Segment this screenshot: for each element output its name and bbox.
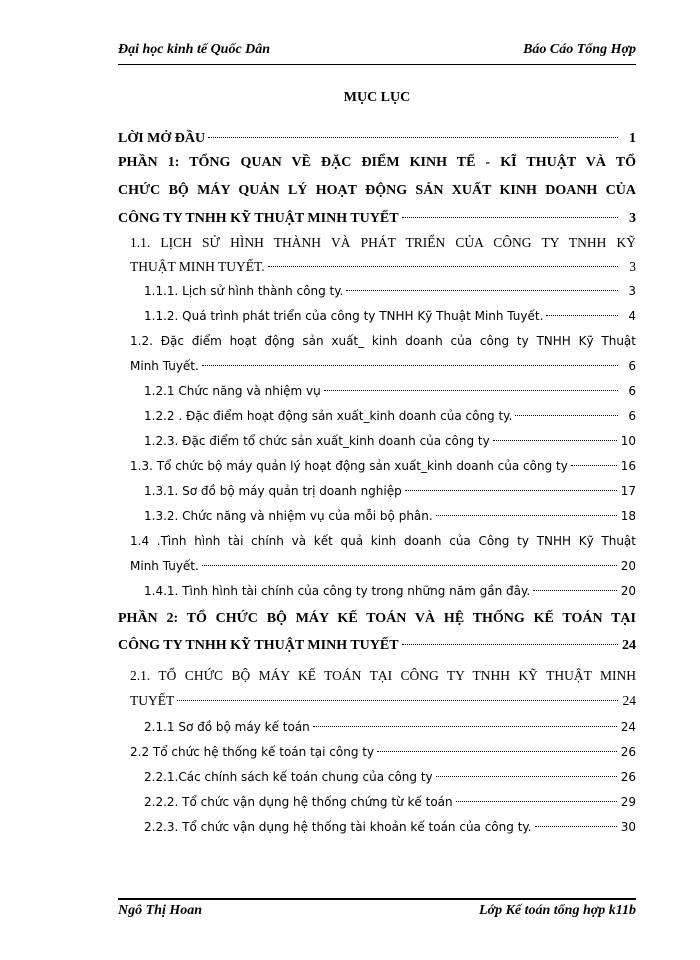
footer-class: Lớp Kế toán tổng hợp k11b bbox=[479, 903, 636, 918]
toc-entry-1-3-1[interactable] bbox=[144, 479, 636, 503]
toc-page-number: 3 bbox=[628, 284, 636, 298]
toc-leader bbox=[208, 137, 618, 138]
toc-entry-1-1-1[interactable] bbox=[144, 279, 636, 303]
toc-entry-text: 1.1.2. Quá trình phát triển của công ty TNHH Kỹ Thuật Minh Tuyết. bbox=[144, 309, 544, 323]
toc-leader bbox=[436, 515, 617, 516]
toc-entry-text: 1.1.1. Lịch sử hình thành công ty. bbox=[144, 284, 344, 298]
toc-entry-phan-1-line1[interactable]: PHẦN 1: TỔNG QUAN VỀ ĐẶC ĐIỂM KINH TẾ - KĨ THUẬT VÀ TỔ bbox=[118, 155, 636, 170]
footer-author: Ngô Thị Hoan bbox=[118, 903, 203, 918]
toc-leader bbox=[456, 801, 617, 802]
toc-leader bbox=[493, 440, 617, 441]
toc-entry-2-2[interactable] bbox=[130, 740, 636, 764]
toc-entry-phan-1-line2[interactable]: CHỨC BỘ MÁY QUẢN LÝ HOẠT ĐỘNG SẢN XUẤT KINH DOANH CỦA bbox=[118, 183, 636, 198]
toc-page-number: 17 bbox=[620, 484, 636, 498]
toc-page-number: 24 bbox=[622, 638, 636, 653]
toc-page-number: 20 bbox=[620, 584, 636, 598]
toc-entry-text: 1.2.1 Chức năng và nhiệm vụ bbox=[144, 384, 321, 398]
toc-page-number: 26 bbox=[620, 770, 636, 784]
toc-entry-text: 2.2 Tổ chức hệ thống kế toán tại công ty bbox=[130, 745, 375, 759]
toc-entry-phan-2-line1[interactable]: PHẦN 2: TỔ CHỨC BỘ MÁY KẾ TOÁN VÀ HỆ THỐNG KẾ TOÁN TẠI bbox=[118, 611, 636, 626]
toc-entry-2-1-1[interactable] bbox=[144, 715, 636, 739]
toc-page-number: 1 bbox=[629, 131, 636, 146]
toc-entry-1-2-2[interactable] bbox=[144, 404, 636, 428]
toc-entry-text: THUẬT MINH TUYẾT. bbox=[130, 259, 265, 274]
toc-entry-2-1-line2[interactable] bbox=[130, 689, 636, 713]
toc-entry-text: 2.1.1 Sơ đồ bộ máy kế toán bbox=[144, 720, 310, 734]
toc-page-number: 30 bbox=[620, 820, 636, 834]
header-report-title: Báo Cáo Tổng Hợp bbox=[523, 42, 636, 57]
toc-entry-1-3-2[interactable] bbox=[144, 504, 636, 528]
toc-leader bbox=[313, 726, 617, 727]
toc-leader bbox=[436, 776, 617, 777]
toc-entry-loi-mo-dau[interactable] bbox=[118, 127, 636, 151]
toc-entry-text: 1.4.1. Tình hình tài chính của công ty trong những năm gần đây. bbox=[144, 584, 531, 598]
toc-leader bbox=[377, 751, 617, 752]
toc-leader bbox=[535, 826, 617, 827]
toc-entry-2-1-line1[interactable]: 2.1. TỔ CHỨC BỘ MÁY KẾ TOÁN TẠI CÔNG TY TNHH KỸ THUẬT MINH bbox=[130, 668, 636, 683]
toc-entry-text: 2.2.2. Tổ chức vận dụng hệ thống chứng từ kế toán bbox=[144, 795, 453, 809]
toc-entry-phan-1-line3[interactable] bbox=[118, 207, 636, 231]
header-divider bbox=[118, 64, 636, 65]
toc-leader bbox=[515, 415, 618, 416]
toc-page-number: 3 bbox=[629, 211, 636, 226]
toc-entry-text: 1.3.2. Chức năng và nhiệm vụ của mỗi bộ phân. bbox=[144, 509, 433, 523]
toc-page-number: 16 bbox=[620, 459, 636, 473]
toc-entry-text: LỜI MỞ ĐẦU bbox=[118, 131, 206, 146]
toc-page-number: 20 bbox=[620, 559, 636, 573]
toc-page-number: 6 bbox=[628, 359, 636, 373]
toc-entry-1-2-1[interactable] bbox=[144, 379, 636, 403]
toc-page-number: 26 bbox=[620, 745, 636, 759]
toc-entry-2-2-3[interactable] bbox=[144, 815, 636, 839]
toc-leader bbox=[268, 266, 618, 267]
toc-entry-1-2-3[interactable] bbox=[144, 429, 636, 453]
toc-entry-1-2-line2[interactable] bbox=[130, 354, 636, 378]
footer-divider bbox=[118, 898, 636, 900]
toc-leader bbox=[346, 290, 618, 291]
toc-entry-2-2-2[interactable] bbox=[144, 790, 636, 814]
toc-leader bbox=[571, 465, 617, 466]
toc-entry-1-3[interactable] bbox=[130, 454, 636, 478]
toc-entry-phan-2-line2[interactable] bbox=[118, 634, 636, 658]
toc-entry-text: Minh Tuyết. bbox=[130, 559, 199, 573]
toc-entry-text: 1.2.3. Đặc điểm tổ chức sản xuất_kinh doanh của công ty bbox=[144, 434, 490, 448]
toc-page-number: 4 bbox=[628, 309, 636, 323]
toc-title: MỤC LỤC bbox=[343, 90, 411, 105]
toc-page-number: 29 bbox=[620, 795, 636, 809]
toc-entry-1-1-line2[interactable] bbox=[130, 255, 636, 279]
toc-entry-2-2-1[interactable] bbox=[144, 765, 636, 789]
toc-page-number: 10 bbox=[620, 434, 636, 448]
header-university: Đại học kinh tế Quốc Dân bbox=[118, 42, 271, 57]
toc-entry-text: 2.2.3. Tổ chức vận dụng hệ thống tài khoản kế toán của công ty. bbox=[144, 820, 532, 834]
toc-entry-1-1-line1[interactable]: 1.1. LỊCH SỬ HÌNH THÀNH VÀ PHÁT TRIỂN CỦA CÔNG TY TNHH KỸ bbox=[130, 235, 636, 250]
toc-entry-1-2-line1[interactable]: 1.2. Đặc điểm hoạt động sản xuất_ kinh doanh của công ty TNHH Kỹ Thuật bbox=[130, 334, 636, 348]
toc-leader bbox=[202, 365, 618, 366]
toc-page-number: 6 bbox=[628, 384, 636, 398]
toc-entry-text: 2.2.1.Các chính sách kế toán chung của công ty bbox=[144, 770, 433, 784]
toc-entry-text: CÔNG TY TNHH KỸ THUẬT MINH TUYẾT bbox=[118, 211, 399, 226]
toc-leader bbox=[177, 700, 618, 701]
toc-page-number: 6 bbox=[628, 409, 636, 423]
toc-leader bbox=[202, 565, 617, 566]
toc-leader bbox=[324, 390, 618, 391]
toc-entry-1-4-line1[interactable]: 1.4 .Tình hình tài chính và kết quả kinh doanh của Công ty TNHH Kỹ Thuật bbox=[130, 534, 636, 548]
toc-entry-1-4-line2[interactable] bbox=[130, 554, 636, 578]
toc-leader bbox=[405, 490, 617, 491]
toc-entry-text: Minh Tuyết. bbox=[130, 359, 199, 373]
toc-leader bbox=[402, 644, 618, 645]
toc-entry-text: 1.3. Tổ chức bộ máy quản lý hoạt động sản xuất_kinh doanh của công ty bbox=[130, 459, 568, 473]
toc-entry-text: CÔNG TY TNHH KỸ THUẬT MINH TUYẾT bbox=[118, 638, 399, 653]
toc-leader bbox=[402, 217, 618, 218]
toc-entry-1-1-2[interactable] bbox=[144, 304, 636, 328]
toc-leader bbox=[533, 590, 617, 591]
toc-entry-text: TUYẾT bbox=[130, 693, 175, 708]
toc-page-number: 3 bbox=[629, 259, 636, 274]
toc-entry-text: 1.2.2 . Đặc điểm hoạt động sản xuất_kinh doanh của công ty. bbox=[144, 409, 513, 423]
toc-entry-text: 1.3.1. Sơ đồ bộ máy quản trị doanh nghiệp bbox=[144, 484, 402, 498]
toc-page-number: 18 bbox=[620, 509, 636, 523]
toc-page-number: 24 bbox=[622, 693, 636, 708]
toc-leader bbox=[546, 315, 618, 316]
toc-entry-1-4-1[interactable] bbox=[144, 579, 636, 603]
toc-page-number: 24 bbox=[620, 720, 636, 734]
